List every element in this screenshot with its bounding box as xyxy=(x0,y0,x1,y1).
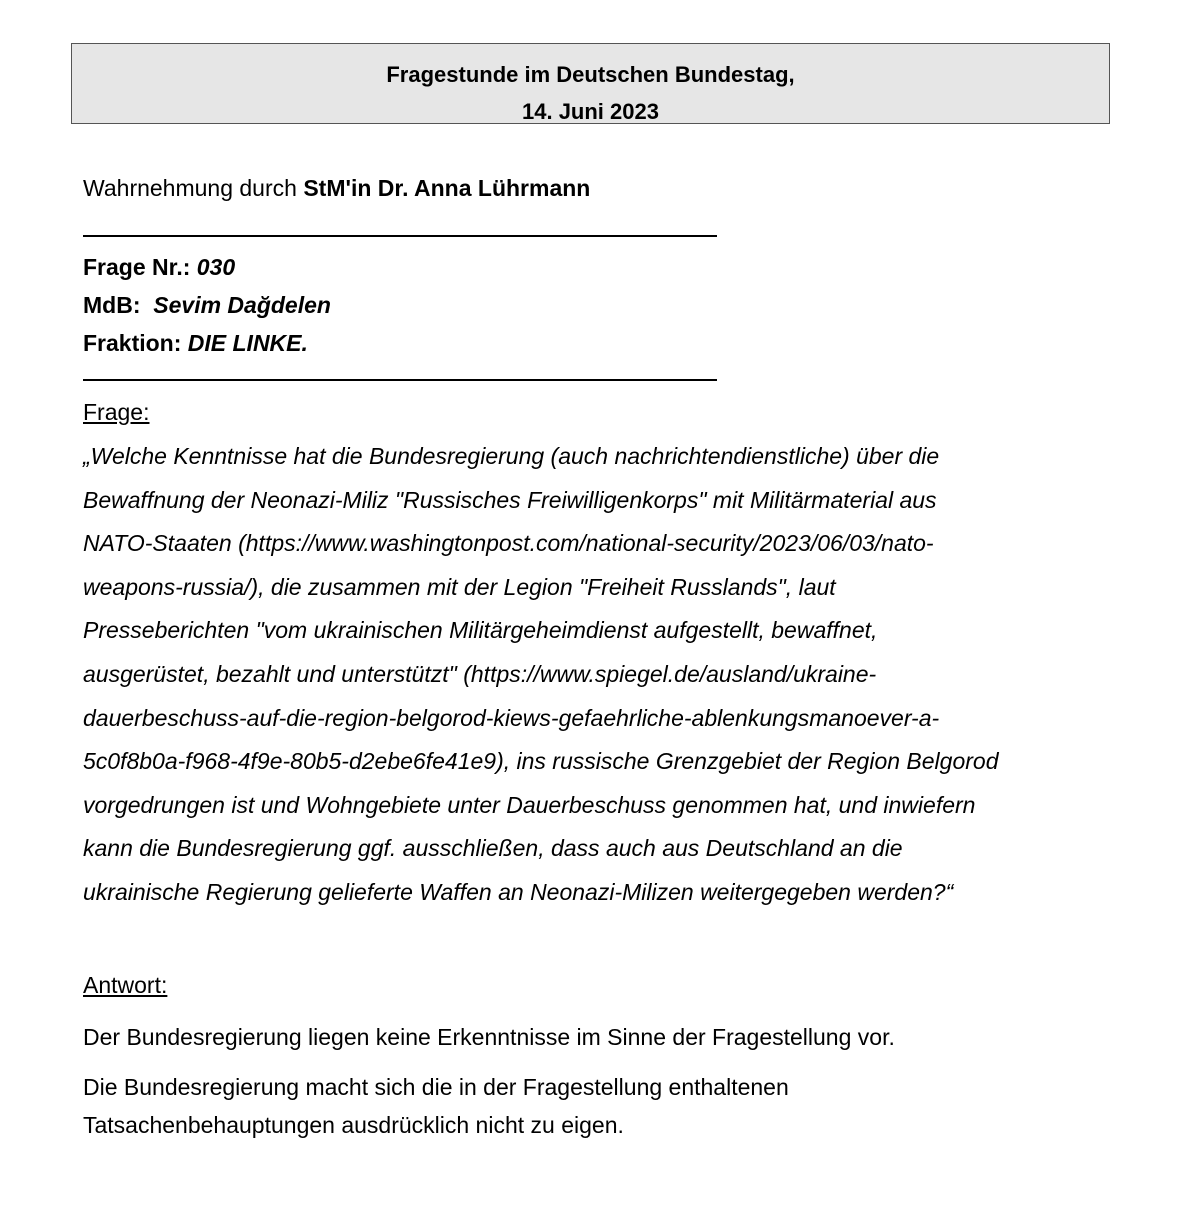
mdb-value: Sevim Dağdelen xyxy=(153,292,331,318)
divider-top xyxy=(83,235,717,237)
question-line: Bewaffnung der Neonazi-Miliz "Russisches Freiwilligenkorps" mit Militärmaterial aus xyxy=(83,486,937,513)
frage-number-label: Frage Nr.: xyxy=(83,254,197,280)
question-line: 5c0f8b0a-f968-4f9e-80b5-d2ebe6fe41e9), ins russische Grenzgebiet der Region Belgorod xyxy=(83,748,999,775)
question-line: ukrainische Regierung gelieferte Waffen an Neonazi-Milizen weitergegeben werden?“ xyxy=(83,878,954,905)
question-meta xyxy=(83,248,331,362)
fraktion-row xyxy=(83,324,331,362)
question-line: ausgerüstet, bezahlt und unterstützt" (https://www.spiegel.de/ausland/ukraine- xyxy=(83,660,877,687)
question-line: kann die Bundesregierung ggf. ausschließen, dass auch aus Deutschland an die xyxy=(83,835,903,862)
frage-heading: Frage: xyxy=(83,399,150,425)
answer-paragraph-2 xyxy=(83,1068,1113,1144)
antwort-heading: Antwort: xyxy=(83,972,168,998)
question-line: „Welche Kenntnisse hat die Bundesregierung (auch nachrichtendienstliche) über die xyxy=(83,443,940,469)
fraktion-label: Fraktion: xyxy=(83,330,188,356)
question-line: weapons-russia/), die zusammen mit der Legion "Freiheit Russlands", laut xyxy=(83,573,836,600)
answer-paragraph-1: Der Bundesregierung liegen keine Erkenntnisse im Sinne der Fragestellung vor. xyxy=(83,1024,895,1050)
answer-line: Tatsachenbehauptungen ausdrücklich nicht zu eigen. xyxy=(83,1112,624,1138)
question-text xyxy=(83,435,1113,915)
question-line: vorgedrungen ist und Wohngebiete unter Dauerbeschuss genommen hat, und inwiefern xyxy=(83,791,976,818)
wahrnehmung-prefix: Wahrnehmung durch xyxy=(83,175,304,201)
question-line: dauerbeschuss-auf-die-region-belgorod-kiews-gefaehrliche-ablenkungsmanoever-a- xyxy=(83,704,940,731)
question-line: Presseberichten "vom ukrainischen Militärgeheimdienst aufgestellt, bewaffnet, xyxy=(83,617,878,644)
frage-number-row xyxy=(83,248,331,286)
mdb-row xyxy=(83,286,331,324)
fraktion-value: DIE LINKE. xyxy=(187,330,308,356)
frage-number-value: 030 xyxy=(196,254,236,280)
wahrnehmung-line xyxy=(83,172,590,204)
answer-line: Die Bundesregierung macht sich die in der Fragestellung enthaltenen xyxy=(83,1074,789,1100)
mdb-label: MdB: xyxy=(83,292,154,318)
document-header xyxy=(71,43,1110,124)
header-date: 14. Juni 2023 xyxy=(522,99,659,124)
header-title: Fragestunde im Deutschen Bundestag, xyxy=(386,62,795,87)
question-line: NATO-Staaten (https://www.washingtonpost.com/national-security/2023/06/03/nato- xyxy=(83,530,934,557)
divider-bottom xyxy=(83,379,717,381)
wahrnehmung-person: StM'in Dr. Anna Lührmann xyxy=(303,175,591,201)
